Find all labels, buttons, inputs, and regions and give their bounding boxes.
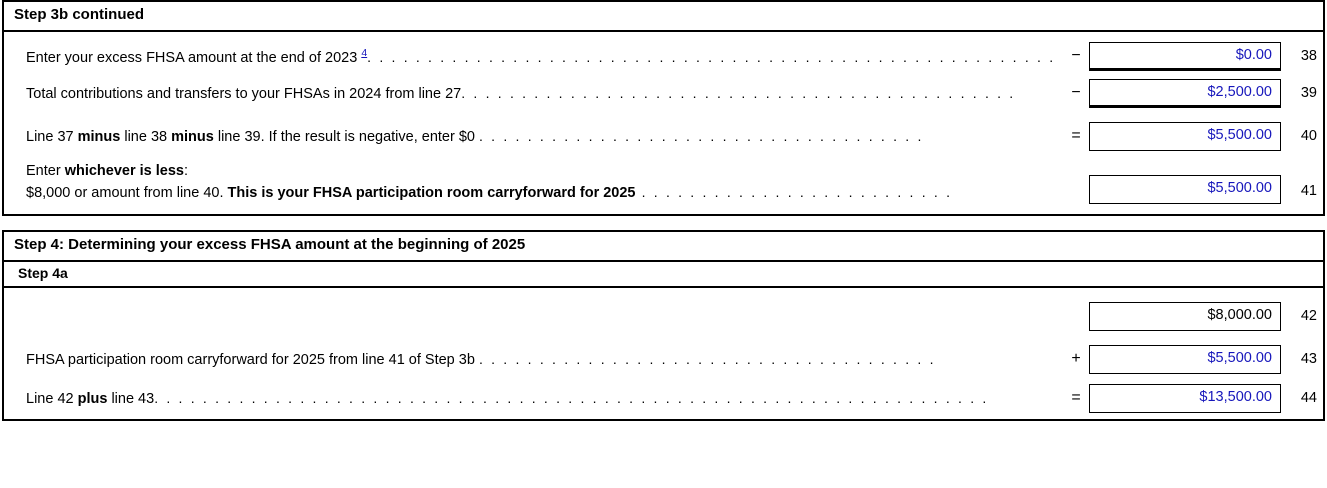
row-44-text-2: line 43 bbox=[107, 391, 155, 408]
line-number-38: 38 bbox=[1300, 47, 1317, 64]
amount-field-39[interactable]: $2,500.00 bbox=[1089, 79, 1281, 108]
row-41-text-1: Enter bbox=[26, 162, 65, 179]
row-43-operator: + bbox=[1071, 350, 1081, 368]
amount-field-43[interactable]: $5,500.00 bbox=[1089, 345, 1281, 374]
row-40-text-2: line 38 bbox=[120, 128, 172, 145]
line-number-41: 41 bbox=[1300, 182, 1317, 199]
row-39-operator: − bbox=[1071, 83, 1081, 101]
row-42-label bbox=[26, 302, 1063, 306]
step4-body bbox=[4, 288, 1323, 419]
row-40-bold-2: minus bbox=[171, 128, 214, 145]
amount-field-44[interactable]: $13,500.00 bbox=[1089, 384, 1281, 413]
row-40-text-1: Line 37 bbox=[26, 128, 78, 145]
row-39-leader: . . . . . . . . . . . . . . . . . . . . . . . . . . . . . . . . . . . . . . . . . . . . . . bbox=[461, 84, 1016, 101]
form-row-40 bbox=[4, 122, 1323, 151]
row-38-label bbox=[26, 42, 1063, 69]
row-43-text: FHSA participation room carryforward for 2025 from line 41 of Step 3b bbox=[26, 352, 479, 369]
row-41-line-1 bbox=[26, 161, 1063, 182]
row-43-label bbox=[26, 345, 1063, 371]
form-row-43 bbox=[4, 345, 1323, 374]
amount-field-40[interactable]: $5,500.00 bbox=[1089, 122, 1281, 151]
footnote-marker-4[interactable]: 4 bbox=[361, 46, 368, 59]
row-38-text: Enter your excess FHSA amount at the end of 2023 bbox=[26, 49, 362, 66]
row-38-operator: − bbox=[1071, 46, 1081, 64]
amount-field-38[interactable]: $0.00 bbox=[1089, 42, 1281, 71]
row-44-operator: = bbox=[1071, 389, 1081, 407]
row-44-leader: . . . . . . . . . . . . . . . . . . . . . . . . . . . . . . . . . . . . . . . . . . . . . . . . . . . . . . . . . . . . . . . . . . . . . bbox=[154, 390, 989, 407]
row-41-line-2 bbox=[26, 182, 1063, 204]
step4-panel bbox=[2, 230, 1325, 421]
step4-header: Step 4: Determining your excess FHSA amount at the beginning of 2025 bbox=[4, 232, 1323, 262]
step4a-subheader: Step 4a bbox=[4, 262, 1323, 289]
row-44-text-1: Line 42 bbox=[26, 391, 78, 408]
amount-field-42[interactable]: $8,000.00 bbox=[1089, 302, 1281, 331]
row-40-leader: . . . . . . . . . . . . . . . . . . . . . . . . . . . . . . . . . . . . . bbox=[479, 127, 924, 144]
step3b-body bbox=[4, 32, 1323, 214]
step3b-header: Step 3b continued bbox=[4, 2, 1323, 32]
row-39-text: Total contributions and transfers to your FHSAs in 2024 from line 27 bbox=[26, 85, 462, 102]
line-number-43: 43 bbox=[1300, 351, 1317, 368]
row-38-leader: . . . . . . . . . . . . . . . . . . . . . . . . . . . . . . . . . . . . . . . . . . . . . . . . . . . . . . . . . bbox=[367, 48, 1056, 65]
line-number-42: 42 bbox=[1300, 308, 1317, 325]
form-row-38 bbox=[4, 42, 1323, 71]
form-row-42 bbox=[4, 302, 1323, 331]
line-number-40: 40 bbox=[1300, 127, 1317, 144]
row-43-leader: . . . . . . . . . . . . . . . . . . . . . . . . . . . . . . . . . . . . . . bbox=[478, 351, 936, 368]
amount-field-41[interactable]: $5,500.00 bbox=[1089, 175, 1281, 204]
row-41-text-3: $8,000 or amount from line 40. bbox=[26, 184, 228, 201]
line-number-39: 39 bbox=[1300, 84, 1317, 101]
form-row-44 bbox=[4, 384, 1323, 413]
line-number-44: 44 bbox=[1300, 390, 1317, 407]
row-40-operator: = bbox=[1071, 126, 1081, 144]
form-row-39 bbox=[4, 79, 1323, 108]
row-42-operator bbox=[1063, 321, 1089, 331]
row-41-text-2: : bbox=[183, 162, 189, 179]
row-44-label bbox=[26, 384, 1063, 410]
panel-gap bbox=[0, 216, 1327, 230]
row-40-label bbox=[26, 122, 1063, 148]
row-41-leader: . . . . . . . . . . . . . . . . . . . . . . . . . . bbox=[635, 183, 953, 200]
row-41-bold-1: whichever is less bbox=[64, 162, 184, 179]
row-40-bold-1: minus bbox=[77, 128, 121, 145]
row-41-operator bbox=[1063, 194, 1089, 204]
row-40-text-3: line 39. If the result is negative, enter $0 bbox=[213, 128, 479, 145]
row-41-label bbox=[26, 161, 1063, 204]
form-row-41 bbox=[4, 161, 1323, 204]
row-41-bold-2: This is your FHSA participation room carryforward for 2025 bbox=[227, 184, 636, 201]
row-44-bold-1: plus bbox=[77, 391, 108, 408]
step3b-panel bbox=[2, 0, 1325, 216]
row-39-label bbox=[26, 79, 1063, 105]
